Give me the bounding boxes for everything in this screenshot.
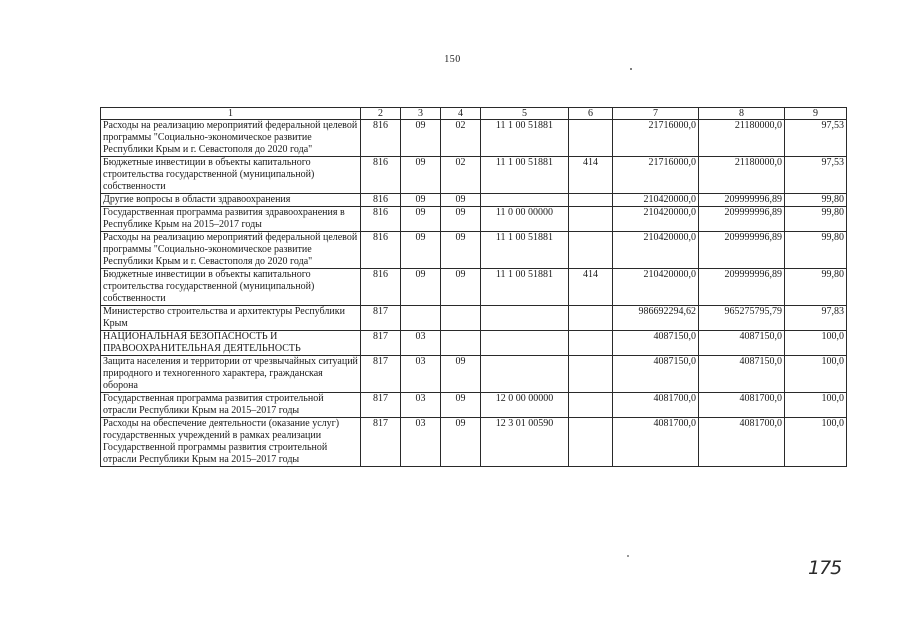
planned-amount: 210420000,0 xyxy=(613,269,699,306)
ministry-code: 816 xyxy=(361,207,401,232)
planned-amount: 4081700,0 xyxy=(613,418,699,467)
table-row xyxy=(101,194,847,207)
executed-amount: 209999996,89 xyxy=(699,269,785,306)
subsection-code xyxy=(441,306,481,331)
section-code: 09 xyxy=(401,207,441,232)
execution-percent: 100,0 xyxy=(785,393,847,418)
planned-amount: 21716000,0 xyxy=(613,120,699,157)
target-article-code xyxy=(481,306,569,331)
table-row xyxy=(101,207,847,232)
executed-amount: 209999996,89 xyxy=(699,232,785,269)
planned-amount: 986692294,62 xyxy=(613,306,699,331)
ministry-code: 817 xyxy=(361,356,401,393)
ministry-code: 817 xyxy=(361,393,401,418)
scan-speck xyxy=(630,68,632,70)
row-name: Расходы на реализацию мероприятий федеральной целевой программы "Социально-экономическое развитие Республики Крым и г. Севастополя до 2020 года" xyxy=(101,232,361,269)
subsection-code: 09 xyxy=(441,418,481,467)
column-header: 6 xyxy=(569,108,613,120)
section-code: 09 xyxy=(401,232,441,269)
table-header-row xyxy=(101,108,847,120)
executed-amount: 4087150,0 xyxy=(699,331,785,356)
execution-percent: 100,0 xyxy=(785,356,847,393)
execution-percent: 99,80 xyxy=(785,207,847,232)
ministry-code: 816 xyxy=(361,120,401,157)
subsection-code: 09 xyxy=(441,232,481,269)
handwritten-page-number: 175 xyxy=(808,557,842,579)
section-code: 03 xyxy=(401,393,441,418)
execution-percent: 99,80 xyxy=(785,232,847,269)
ministry-code: 816 xyxy=(361,157,401,194)
page-number: 150 xyxy=(444,54,461,65)
planned-amount: 210420000,0 xyxy=(613,194,699,207)
subsection-code: 09 xyxy=(441,207,481,232)
row-name: НАЦИОНАЛЬНАЯ БЕЗОПАСНОСТЬ И ПРАВООХРАНИТЕЛЬНАЯ ДЕЯТЕЛЬНОСТЬ xyxy=(101,331,361,356)
executed-amount: 21180000,0 xyxy=(699,120,785,157)
column-header: 1 xyxy=(101,108,361,120)
table-row xyxy=(101,418,847,467)
executed-amount: 965275795,79 xyxy=(699,306,785,331)
column-header: 2 xyxy=(361,108,401,120)
expense-type-code: 414 xyxy=(569,269,613,306)
section-code: 09 xyxy=(401,157,441,194)
target-article-code: 11 0 00 00000 xyxy=(481,207,569,232)
executed-amount: 4081700,0 xyxy=(699,393,785,418)
target-article-code xyxy=(481,194,569,207)
subsection-code: 09 xyxy=(441,393,481,418)
subsection-code: 09 xyxy=(441,194,481,207)
table-row xyxy=(101,269,847,306)
target-article-code: 11 1 00 51881 xyxy=(481,157,569,194)
execution-percent: 97,53 xyxy=(785,157,847,194)
column-header: 3 xyxy=(401,108,441,120)
planned-amount: 210420000,0 xyxy=(613,207,699,232)
execution-percent: 99,80 xyxy=(785,269,847,306)
section-code: 03 xyxy=(401,418,441,467)
executed-amount: 4081700,0 xyxy=(699,418,785,467)
section-code: 09 xyxy=(401,194,441,207)
section-code: 09 xyxy=(401,120,441,157)
column-header: 9 xyxy=(785,108,847,120)
target-article-code: 11 1 00 51881 xyxy=(481,269,569,306)
table-row xyxy=(101,331,847,356)
expense-type-code xyxy=(569,306,613,331)
ministry-code: 817 xyxy=(361,418,401,467)
expense-type-code: 414 xyxy=(569,157,613,194)
row-name: Министерство строительства и архитектуры Республики Крым xyxy=(101,306,361,331)
row-name: Бюджетные инвестиции в объекты капитального строительства государственной (муниципальной) собственности xyxy=(101,157,361,194)
subsection-code: 02 xyxy=(441,120,481,157)
execution-percent: 97,83 xyxy=(785,306,847,331)
column-header: 7 xyxy=(613,108,699,120)
ministry-code: 817 xyxy=(361,306,401,331)
executed-amount: 4087150,0 xyxy=(699,356,785,393)
target-article-code xyxy=(481,356,569,393)
planned-amount: 4087150,0 xyxy=(613,331,699,356)
ministry-code: 816 xyxy=(361,232,401,269)
table-row xyxy=(101,157,847,194)
target-article-code xyxy=(481,331,569,356)
budget-table xyxy=(100,107,847,467)
column-header: 8 xyxy=(699,108,785,120)
execution-percent: 100,0 xyxy=(785,331,847,356)
expense-type-code xyxy=(569,232,613,269)
target-article-code: 12 3 01 00590 xyxy=(481,418,569,467)
section-code xyxy=(401,306,441,331)
expense-type-code xyxy=(569,120,613,157)
execution-percent: 100,0 xyxy=(785,418,847,467)
planned-amount: 210420000,0 xyxy=(613,232,699,269)
table-row xyxy=(101,393,847,418)
column-header: 4 xyxy=(441,108,481,120)
expense-type-code xyxy=(569,418,613,467)
subsection-code: 02 xyxy=(441,157,481,194)
column-header: 5 xyxy=(481,108,569,120)
subsection-code xyxy=(441,331,481,356)
row-name: Бюджетные инвестиции в объекты капитального строительства государственной (муниципальной) собственности xyxy=(101,269,361,306)
target-article-code: 11 1 00 51881 xyxy=(481,120,569,157)
row-name: Другие вопросы в области здравоохранения xyxy=(101,194,361,207)
row-name: Государственная программа развития здравоохранения в Республике Крым на 2015–2017 годы xyxy=(101,207,361,232)
planned-amount: 4081700,0 xyxy=(613,393,699,418)
row-name: Расходы на реализацию мероприятий федеральной целевой программы "Социально-экономическое развитие Республики Крым и г. Севастополя до 2020 года" xyxy=(101,120,361,157)
expense-type-code xyxy=(569,393,613,418)
target-article-code: 11 1 00 51881 xyxy=(481,232,569,269)
ministry-code: 816 xyxy=(361,194,401,207)
execution-percent: 97,53 xyxy=(785,120,847,157)
table-row xyxy=(101,120,847,157)
expense-type-code xyxy=(569,356,613,393)
row-name: Защита населения и территории от чрезвычайных ситуаций природного и техногенного характера, гражданская оборона xyxy=(101,356,361,393)
scan-speck xyxy=(627,555,629,557)
execution-percent: 99,80 xyxy=(785,194,847,207)
planned-amount: 21716000,0 xyxy=(613,157,699,194)
executed-amount: 209999996,89 xyxy=(699,207,785,232)
ministry-code: 817 xyxy=(361,331,401,356)
executed-amount: 21180000,0 xyxy=(699,157,785,194)
row-name: Расходы на обеспечение деятельности (оказание услуг) государственных учреждений в рамках реализации Государственной программы развития строительной отрасли Республики Крым на 2015–2017 годы xyxy=(101,418,361,467)
expense-type-code xyxy=(569,194,613,207)
target-article-code: 12 0 00 00000 xyxy=(481,393,569,418)
row-name: Государственная программа развития строительной отрасли Республики Крым на 2015–2017 годы xyxy=(101,393,361,418)
table-row xyxy=(101,306,847,331)
subsection-code: 09 xyxy=(441,269,481,306)
planned-amount: 4087150,0 xyxy=(613,356,699,393)
section-code: 03 xyxy=(401,356,441,393)
subsection-code: 09 xyxy=(441,356,481,393)
expense-type-code xyxy=(569,207,613,232)
executed-amount: 209999996,89 xyxy=(699,194,785,207)
section-code: 09 xyxy=(401,269,441,306)
ministry-code: 816 xyxy=(361,269,401,306)
expense-type-code xyxy=(569,331,613,356)
table-row xyxy=(101,232,847,269)
table-row xyxy=(101,356,847,393)
section-code: 03 xyxy=(401,331,441,356)
